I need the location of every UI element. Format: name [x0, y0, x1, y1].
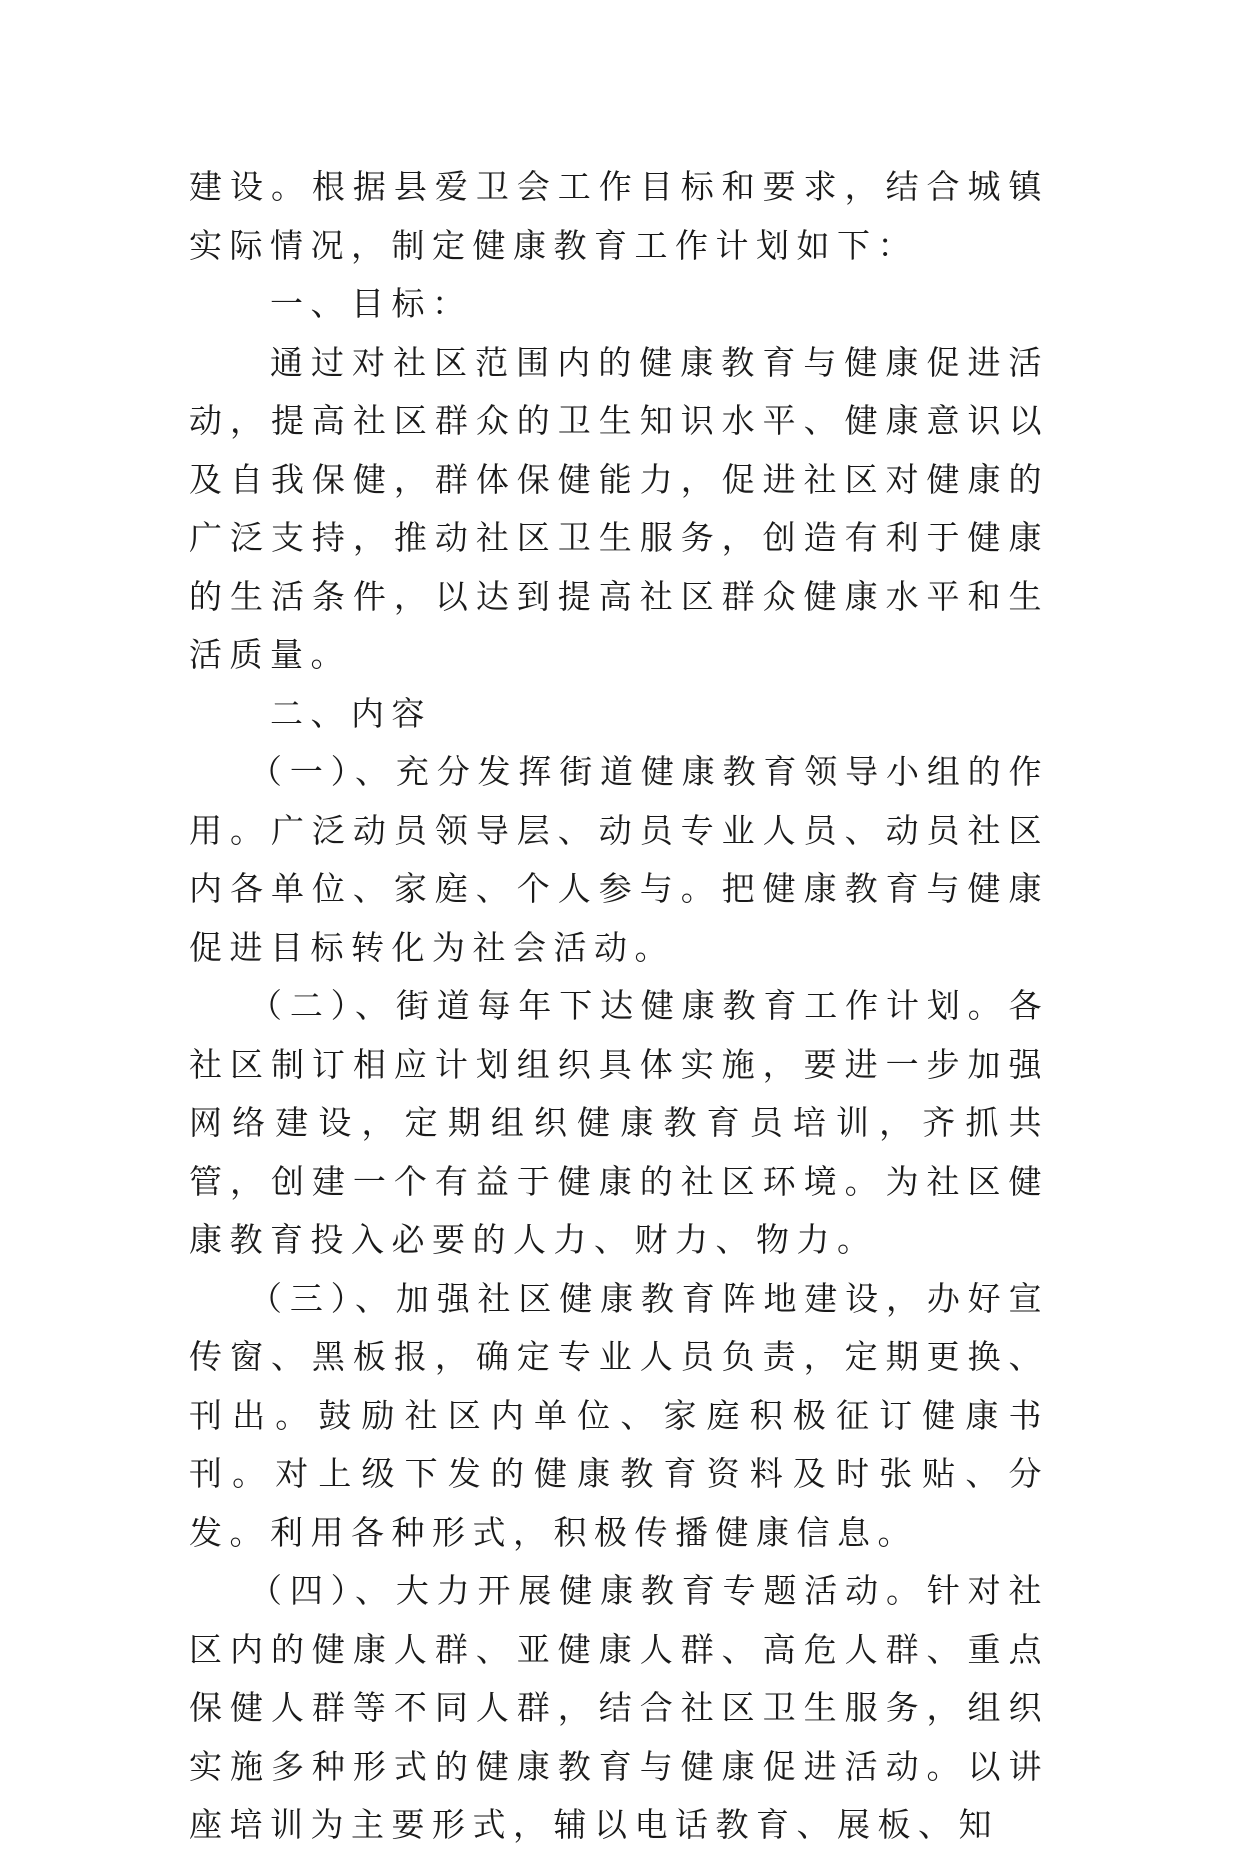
paragraph-intro-continuation: 建设。根据县爱卫会工作目标和要求，结合城镇实际情况，制定健康教育工作计划如下：	[189, 167, 1049, 265]
paragraph-item-1: （一）、充分发挥街道健康教育领导小组的作用。广泛动员领导层、动员专业人员、动员社区内各单位、家庭、个人参与。把健康教育与健康促进目标转化为社会活动。	[189, 752, 1049, 967]
document-body	[189, 158, 1049, 1855]
section-heading-content: 二、内容	[270, 693, 432, 733]
paragraph-item-3: （三）、加强社区健康教育阵地建设，办好宣传窗、黑板报，确定专业人员负责，定期更换、刊出。鼓励社区内单位、家庭积极征订健康书刊。对上级下发的健康教育资料及时张贴、分发。利用各种形式，积极传播健康信息。	[189, 1278, 1049, 1552]
section-heading-goals: 一、目标：	[270, 284, 473, 323]
paragraph-item-4: （四）、大力开展健康教育专题活动。针对社区内的健康人群、亚健康人群、高危人群、重点保健人群等不同人群，结合社区卫生服务，组织实施多种形式的健康教育与健康促进活动。以讲座培训为主要形式，辅以电话教育、展板、知	[189, 1571, 1049, 1844]
paragraph-item-2: （二）、街道每年下达健康教育工作计划。各社区制订相应计划组织具体实施，要进一步加强网络建设，定期组织健康教育员培训，齐抓共管，创建一个有益于健康的社区环境。为社区健康教育投入必要的人力、财力、物力。	[189, 986, 1049, 1259]
paragraph-goals: 通过对社区范围内的健康教育与健康促进活动，提高社区群众的卫生知识水平、健康意识以及自我保健，群体保健能力，促进社区对健康的广泛支持，推动社区卫生服务，创造有利于健康的生活条件，以达到提高社区群众健康水平和生活质量。	[189, 342, 1049, 674]
